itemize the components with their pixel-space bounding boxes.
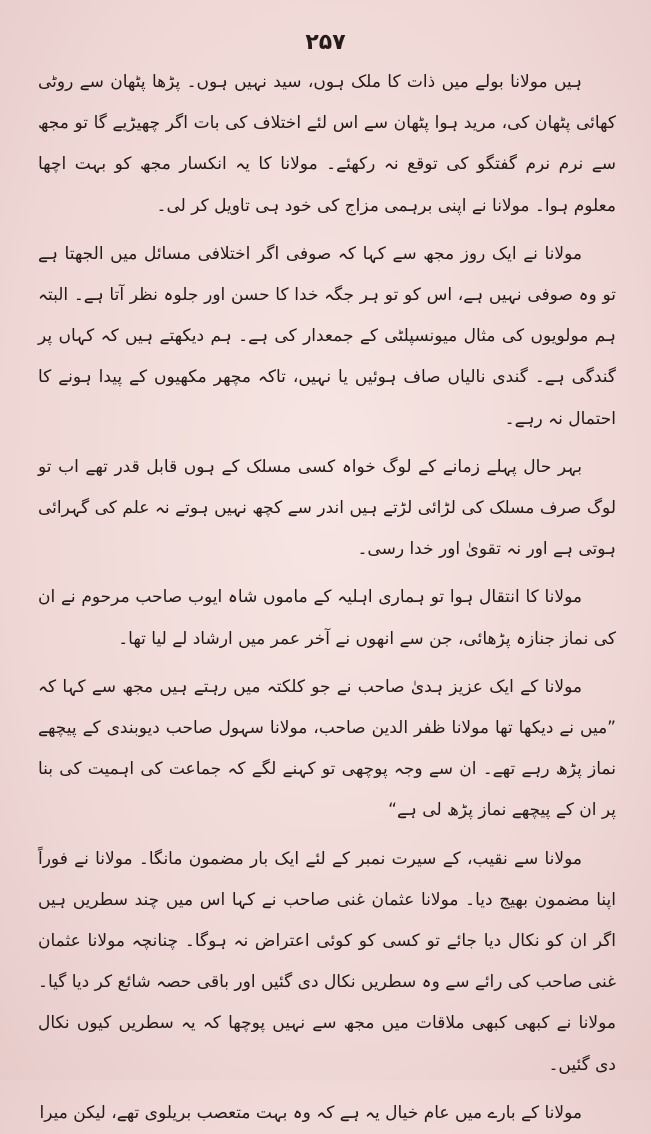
paragraph: مولانا نے ایک روز مجھ سے کہا کہ صوفی اگر اختلافی مسائل میں الجھتا ہے تو وہ صوفی نہیں ہے، اس کو تو ہر جگہ خدا کا حسن اور جلوہ نظر آتا ہے۔ البتہ ہم مولویوں کی مثال میونسپلٹی کے جمعدار کی ہے۔ ہم دیکھتے ہیں کہ کہاں پر گندگی ہے۔ گندی نالیاں صاف ہوئیں یا نہیں، تاکہ مچھر مکھیوں کے پیدا ہونے کا احتمال نہ رہے۔: [38, 243, 616, 429]
page-number: ۲۵۷: [305, 30, 346, 55]
paragraph: مولانا کا انتقال ہوا تو ہماری اہلیہ کے ماموں شاہ ایوب صاحب مرحوم نے ان کی نماز جنازہ پڑھائی، جن سے انھوں نے آخر عمر میں ارشاد لے لیا تھا۔: [38, 587, 616, 649]
paragraph: بہر حال پہلے زمانے کے لوگ خواہ کسی مسلک کے ہوں قابل قدر تھے اب تو لوگ صرف مسلک کی لڑائی لڑتے ہیں اندر سے کچھ نہیں ہوتے نہ علم کی گہرائی ہوتی ہے اور نہ تقویٰ اور خدا رسی۔: [38, 456, 616, 560]
page-body: [38, 62, 616, 1134]
paragraph: ہیں مولانا بولے میں ذات کا ملک ہوں، سید نہیں ہوں۔ پڑھا پٹھان سے روٹی کھائی پٹھان کی، مرید ہوا پٹھان سے اس لئے اختلاف کی بات اگر چھیڑیے گا تو مجھ سے نرم نرم گفتگو کی توقع نہ رکھئے۔ مولانا کا یہ انکسار مجھ کو بہت اچھا معلوم ہوا۔ مولانا نے اپنی برہمی مزاج کی خود ہی تاویل کر لی۔: [38, 72, 616, 216]
paragraph: مولانا کے ایک عزیز ہدیٰ صاحب نے جو کلکتہ میں رہتے ہیں مجھ سے کہا کہ ”میں نے دیکھا تھا مولانا ظفر الدین صاحب، مولانا سہول صاحب دیوبندی کے پیچھے نماز پڑھ رہے تھے۔ ان سے وجہ پوچھی تو کہنے لگے کہ جماعت کی اہمیت کی بنا پر ان کے پیچھے نماز پڑھ لی ہے“: [38, 676, 616, 821]
paragraph: مولانا سے نقیب، کے سیرت نمبر کے لئے ایک بار مضمون مانگا۔ مولانا نے فوراً اپنا مضمون بھیج دیا۔ مولانا عثمان غنی صاحب نے کہا اس میں چند سطریں ہیں اگر ان کو نکال دیا جائے تو کسی کو کوئی اعتراض نہ ہوگا۔ چنانچہ مولانا عثمان غنی صاحب کی رائے سے وہ سطریں نکال دی گئیں اور باقی حصہ شائع کر دیا گیا۔ مولانا نے کبھی کبھی ملاقات میں مجھ سے نہیں پوچھا کہ یہ سطریں کیوں نکال دی گئیں۔: [38, 848, 616, 1075]
paragraph: مولانا کے بارے میں عام خیال یہ ہے کہ وہ بہت متعصب بریلوی تھے، لیکن میرا: [39, 1102, 582, 1123]
